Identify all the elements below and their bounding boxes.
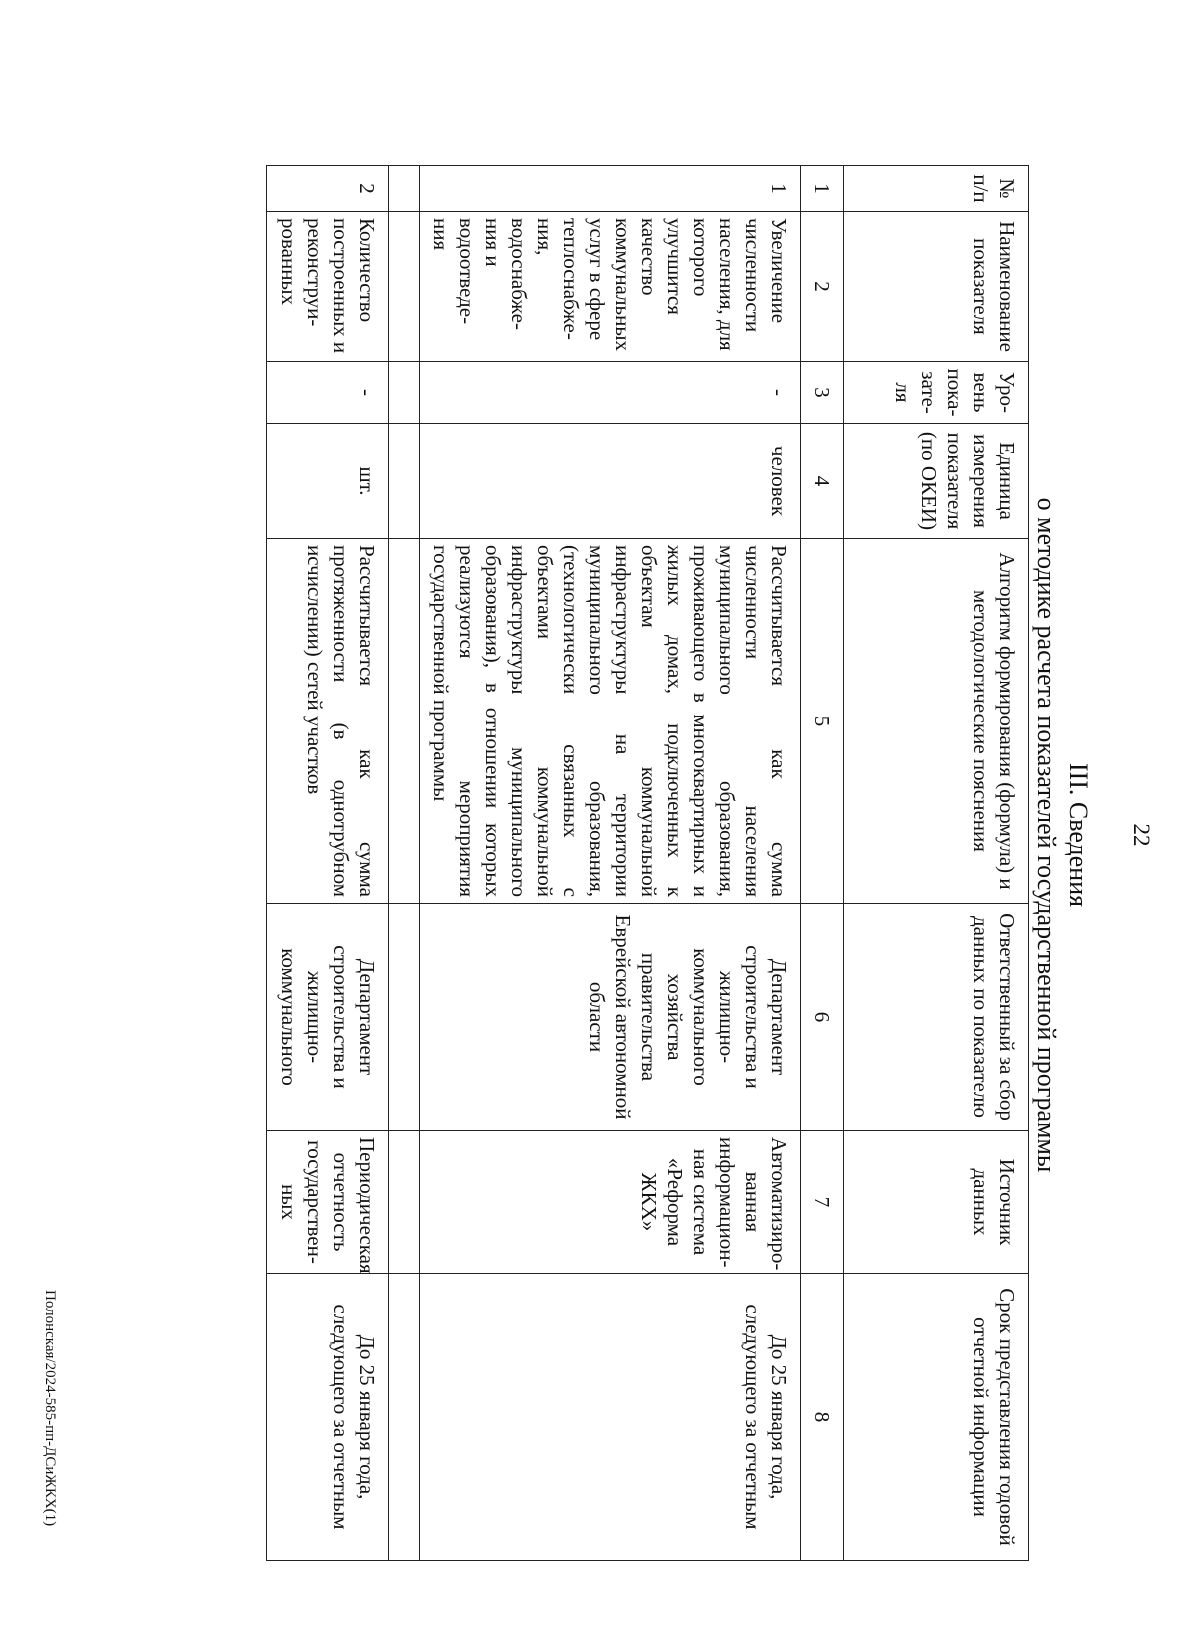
header-row (844, 166, 1029, 1561)
header-cell: Срок представления годовой отчетной информации (844, 1274, 1029, 1561)
indicator-level: - (267, 362, 389, 424)
row-number: 2 (267, 166, 389, 212)
document-footer-code: Полонская/2024-585-пп-ДСиЖКХ(1) (42, 1290, 58, 1527)
indicator-unit: шт. (267, 424, 389, 539)
header-cell: Единица измерения показателя (по ОКЕИ) (844, 424, 1029, 539)
calculation-algorithm: Рассчитывается как сумма численности населения муниципального образования, проживающего в многоквартирных и жилых домах, подключенных к объектам коммунальной инфраструктуры на территории муниципального образования, (технологически связанных с объектами коммунальной инфраструктуры муниципального образования), в отношении которых реализуются мероприятия государственной программы (420, 539, 801, 904)
column-number-row (801, 166, 844, 1561)
page-number: 22 (1129, 823, 1154, 847)
header-cell: Алгоритм формирования (формула) и методологические пояснения (844, 539, 1029, 904)
column-number: 4 (801, 424, 844, 539)
reporting-deadline: До 25 января года, следующего за отчетным (420, 1274, 801, 1561)
indicator-unit: человек (420, 424, 801, 539)
column-number: 1 (801, 166, 844, 212)
responsible-body: Департамент строительства и жилищно-коммунального хозяйства правительства Еврейской автономной области (420, 904, 801, 1131)
responsible-body: Департамент строительства и жилищно-коммунального (267, 904, 389, 1131)
title-line-1: III. Сведения (1064, 762, 1093, 908)
header-cell: Наименование показателя (844, 212, 1029, 362)
data-source: Периодическая отчетность государствен-ных (267, 1131, 389, 1274)
column-number: 2 (801, 212, 844, 362)
reporting-deadline: До 25 января года, следующего за отчетным (267, 1274, 389, 1561)
column-number: 5 (801, 539, 844, 904)
indicator-name: Увеличение численности населения, для которого улучшится качество коммунальных услуг в сфере теплоснабже-ния, водоснабже-ния и водоотведе-ния (420, 212, 801, 362)
column-number: 8 (801, 1274, 844, 1561)
section-title (1030, 60, 1094, 1610)
indicator-level: - (420, 362, 801, 424)
table-row-spacer (389, 166, 420, 1561)
title-line-2: о методике расчета показателей государственной программы (1032, 497, 1061, 1173)
table-row (420, 166, 801, 1561)
calculation-algorithm: Рассчитывается как сумма протяженности (в однотрубном исчислении) сетей участков (267, 539, 389, 904)
header-cell: № п/п (844, 166, 1029, 212)
column-number: 6 (801, 904, 844, 1131)
header-cell: Уро-вень пока-зате-ля (844, 362, 1029, 424)
indicator-name: Количество построенных и реконструи-рованных (267, 212, 389, 362)
header-cell: Источник данных (844, 1131, 1029, 1274)
column-number: 3 (801, 362, 844, 424)
indicator-method-table (266, 165, 1029, 1561)
column-number: 7 (801, 1131, 844, 1274)
data-source: Автоматизиро-ванная информацион-ная система «Реформа ЖКХ» (420, 1131, 801, 1274)
table-row (267, 166, 389, 1561)
row-number: 1 (420, 166, 801, 212)
header-cell: Ответственный за сбор данных по показателю (844, 904, 1029, 1131)
rotated-sheet (6, 60, 1186, 1610)
